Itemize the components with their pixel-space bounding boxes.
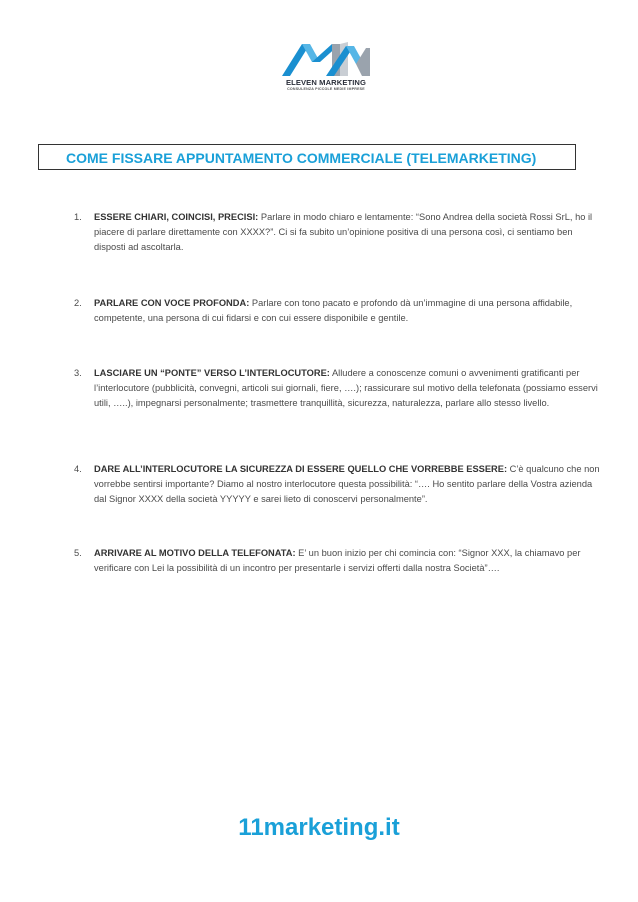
item-body: [94, 462, 602, 507]
item-body: [94, 366, 602, 411]
item-number: 5.: [74, 548, 82, 558]
item-text: Parlare in modo chiaro e lentamente: “Sono Andrea della società Rossi SrL, ho il piacere di parlare direttamente con XXXX?”. Ci si fa subito un’opinione positiva di una persona così, ci sentiamo ben disposti ad ascoltarla.: [94, 212, 593, 252]
page-title: COME FISSARE APPUNTAMENTO COMMERCIALE (TELEMARKETING): [66, 150, 537, 166]
item-heading: LASCIARE UN “PONTE” VERSO L’INTERLOCUTORE:: [94, 368, 330, 378]
item-heading: ARRIVARE AL MOTIVO DELLA TELEFONATA:: [94, 548, 296, 558]
logo-mark-icon: [276, 36, 376, 80]
item-heading: PARLARE CON VOCE PROFONDA:: [94, 298, 250, 308]
item-text: Parlare con tono pacato e profondo dà un’immagine di una persona affidabile, competente, una persona di cui fidarsi e con cui essere disponibile e gentile.: [94, 298, 573, 323]
item-number: 4.: [74, 464, 82, 474]
item-text: Alludere a conoscenze comuni o avvenimenti gratificanti per l’interlocutore (pubblicità, convegni, articoli sui giornali, fiere, ….); rassicurare sul motivo della telefonata (possiamo esservi utili, …..), impegnarsi personalmente; trasmettere tranquillità, sicurezza, naturalezza, parlare allo stesso livello.: [94, 368, 598, 408]
item-number: 2.: [74, 298, 82, 308]
item-text: C’è qualcuno che non vorrebbe sentirsi importante? Diamo al nostro interlocutore questa possibilità: “…. Ho sentito parlare della Vostra azienda dal Signor XXXX della società YYYYY e sarei lieto di conoscervi personalmente”.: [94, 464, 600, 504]
logo-brand-text: ELEVEN MARKETING: [285, 78, 367, 87]
logo-tagline: CONSULENZA PICCOLE MEDIE IMPRESE: [287, 87, 365, 91]
footer-website-link[interactable]: 11marketing.it: [238, 814, 400, 841]
eleven-marketing-logo: [276, 36, 376, 98]
item-body: [94, 210, 602, 255]
item-body: [94, 546, 602, 576]
item-body: [94, 296, 602, 326]
item-text: E’ un buon inizio per chi comincia con: “Signor XXX, la chiamavo per verificare con Lei la possibilità di un incontro per presentarle i servizi offerti dalla nostra Società”….: [94, 548, 581, 573]
item-heading: DARE ALL’INTERLOCUTORE LA SICUREZZA DI ESSERE QUELLO CHE VORREBBE ESSERE:: [94, 464, 508, 474]
item-number: 3.: [74, 368, 82, 378]
item-number: 1.: [74, 212, 82, 222]
item-heading: ESSERE CHIARI, COINCISI, PRECISI:: [94, 212, 259, 222]
